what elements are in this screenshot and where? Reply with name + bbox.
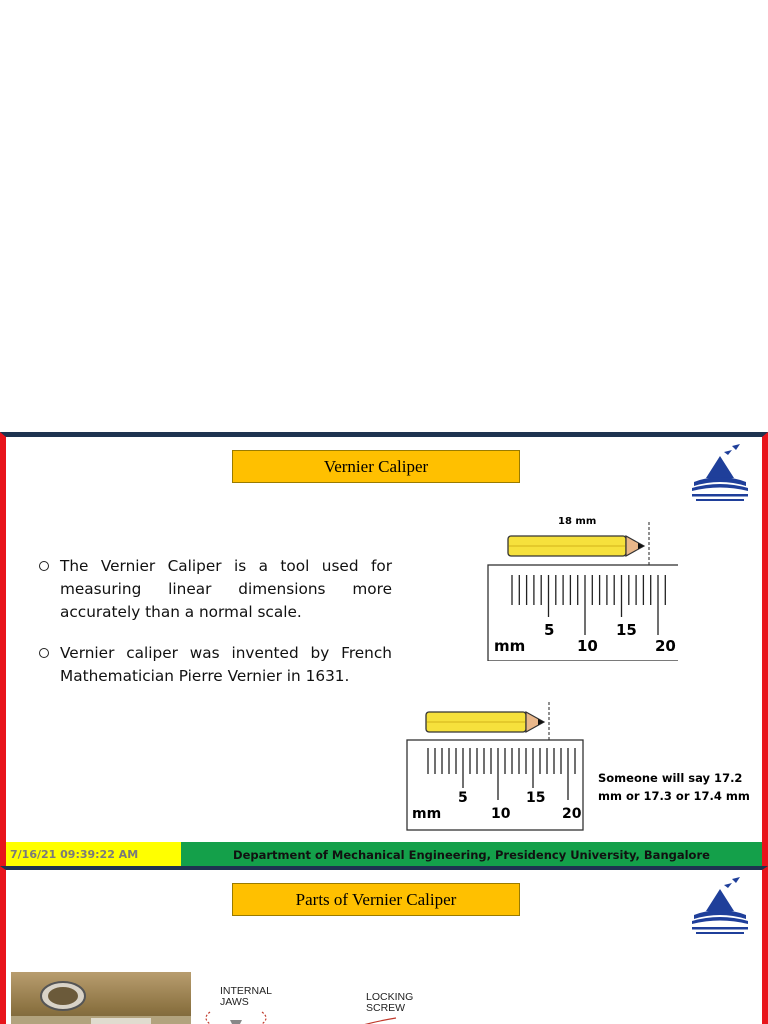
university-logo-icon [686,875,754,937]
list-item [36,642,392,688]
ruler-unit-label: mm [494,637,526,655]
pencil-length-label: 18 mm [558,516,597,527]
ruler-tick-label: 10 [577,637,598,655]
slide-title: Parts of Vernier Caliper [232,883,520,916]
pencil-ruler-diagram-18mm [482,509,678,661]
ruler-tick-label: 15 [526,790,546,806]
internal-jaws-label: INTERNAL JAWS [220,985,272,1008]
measurement-note: Someone will say 17.2 mm or 17.3 or 17.4 mm [598,771,750,803]
bullet-circle-icon [39,648,49,658]
pencil-ruler-diagram-ambiguous [400,702,584,832]
slide-footer [6,842,762,866]
vernier-caliper-photo [11,972,191,1024]
locking-screw-label: LOCKING SCREW [366,991,414,1014]
bullet-circle-icon [39,561,49,571]
slide-parts-of-vernier-caliper [0,866,768,1024]
university-logo-icon [686,442,754,504]
footer-date: 7/16/21 09:39:22 AM [6,842,181,866]
list-item [36,555,392,624]
ruler-tick-label: 10 [491,806,511,822]
ruler-tick-label: 20 [562,806,582,822]
footer-department: Department of Mechanical Engineering, Presidency University, Bangalore [181,842,762,866]
slide-vernier-caliper [0,432,768,866]
ruler-tick-label: 15 [616,621,637,639]
bullet-text: Vernier caliper was invented by French Mathematician Pierre Vernier in 1631. [60,644,392,685]
bullet-text: The Vernier Caliper is a tool used for measuring linear dimensions more accurately than a normal scale. [60,557,392,621]
bullet-list [36,555,392,706]
caliper-parts-diagram [196,978,476,1024]
ruler-tick-label: 5 [458,790,468,806]
ruler-tick-label: 20 [655,637,676,655]
slide-title: Vernier Caliper [232,450,520,483]
ruler-tick-label: 5 [544,621,555,639]
ruler-unit-label: mm [412,806,442,822]
